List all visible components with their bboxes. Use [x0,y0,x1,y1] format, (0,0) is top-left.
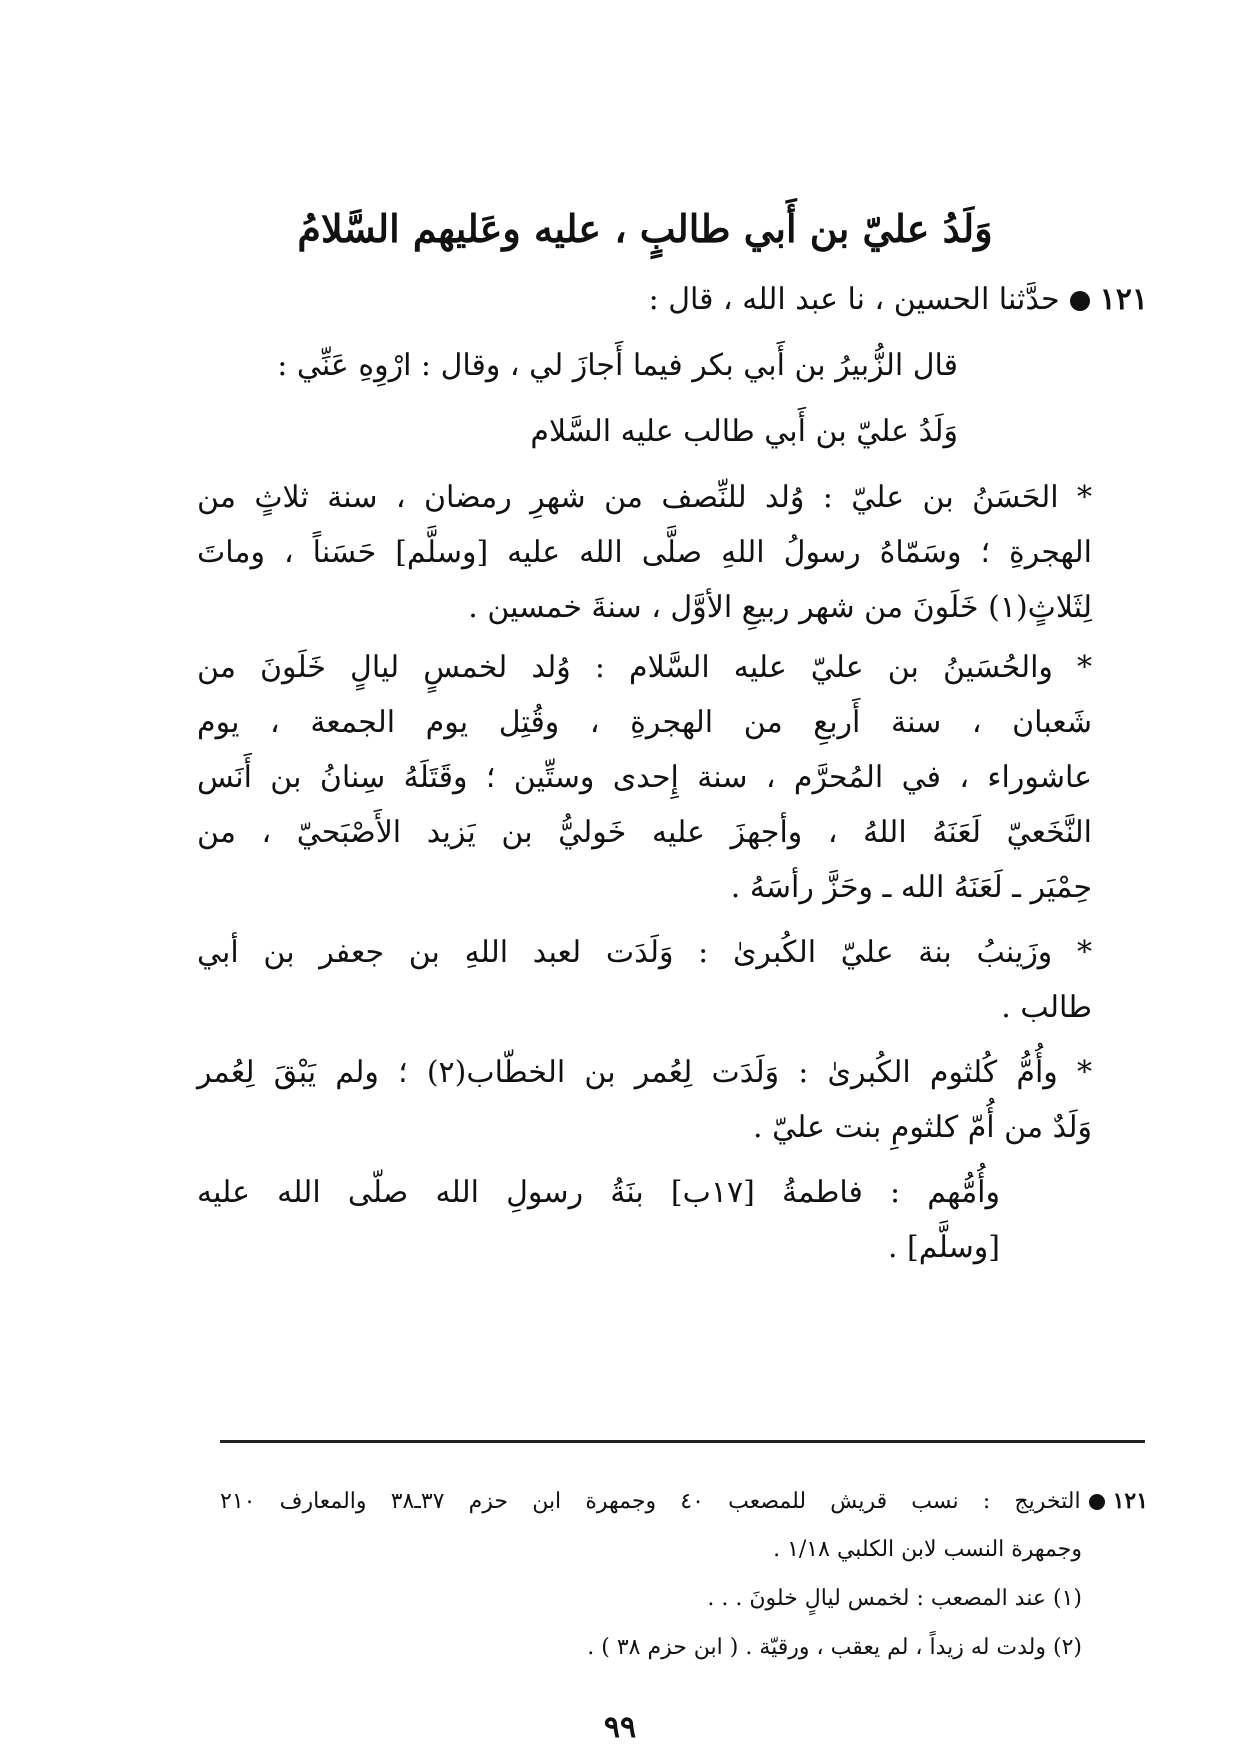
umm-kulthum-line-2: وَلَدٌ من أُمّ كلثومِ بنت عليّ . [753,1110,1092,1145]
takhrij-line-1 [220,1488,1148,1514]
zaynab-line-2: طالب . [1001,990,1092,1025]
entry-number: ١٢١ [1099,282,1148,317]
husayn-line-3: عاشوراء ، في المُحرَّم ، سنة إِحدى وستِّين ؛ وقَتَلَهُ سِنانُ بن أَنَس [197,760,1092,795]
umm-kulthum-line-1: * وأُمُّ كُلثوم الكُبرىٰ : وَلَدَت لِعُمر بن الخطّاب(٢) ؛ ولم يَبْقَ لِعُمر [197,1055,1092,1090]
takhrij-text: التخريج : نسب قريش للمصعب ٤٠ وجمهرة ابن حزم ٣٧ـ٣٨ والمعارف ٢١٠ [220,1489,1081,1514]
bullet-dot-icon [1070,291,1090,311]
zaynab-line-1: * وزَينبُ بنة عليّ الكُبرىٰ : وَلَدَت لعبد اللهِ بن جعفر بن أبي [197,935,1092,970]
chapter-heading: وَلَدُ عليّ بن أَبي طالبٍ ، عليه وعَليهم السَّلامُ [297,206,993,251]
footnote-2: (٢) ولدت له زيداً ، لم يعقب ، ورقيّة . ( ابن حزم ٣٨ ) . [587,1635,1082,1660]
takhrij-number: ١٢١ [1112,1488,1149,1514]
mother-line-2: [وسلَّم] . [887,1230,1000,1265]
takhrij-line-2: وجمهرة النسب لابن الكلبي ١/١٨ . [773,1537,1082,1562]
husayn-line-5: حِمْيَر ـ لَعَنَهُ الله ـ وحَزَّ رأسَهُ . [730,870,1092,905]
footnote-separator [220,1440,1145,1443]
footnote-bullet-dot-icon [1089,1494,1105,1510]
hasan-line-2: الهجرةِ ؛ وسَمّاهُ رسولُ اللهِ صلَّى الله عليه [وسلَّم] حَسَناً ، وماتَ [197,535,1092,570]
quote-line-2: وَلَدُ عليّ بن أَبي طالب عليه السَّلام [530,414,958,449]
husayn-line-2: شَعبان ، سنة أَربعِ من الهجرةِ ، وقُتِل يوم الجمعة ، يوم [197,705,1092,740]
entry-opening: حدَّثنا الحسين ، نا عبد الله ، قال : [648,282,1060,317]
entry-header [649,282,1148,317]
hasan-line-3: لِثَلاثٍ(١) خَلَونَ من شهر ربيعِ الأوَّل ، سنةَ خمسين . [468,590,1092,625]
mother-line-1: وأُمُّهم : فاطمةُ [١٧ب] بنَةُ رسولِ الله صلّى الله عليه [197,1175,1000,1210]
husayn-line-1: * والحُسَينُ بن عليّ عليه السَّلام : وُلد لخمسٍ ليالٍ خَلَونَ من [197,650,1092,685]
hasan-line-1: * الحَسَنُ بن عليّ : وُلد للنِّصف من شهرِ رمضان ، سنة ثلاثٍ من [197,480,1092,515]
husayn-line-4: النَّخَعيّ لَعَنَهُ اللهُ ، وأجهزَ عليه خَوليُّ بن يَزيد الأَصْبَحيّ ، من [197,815,1092,850]
page-number: ٩٩ [603,1710,637,1745]
quote-line-1: قال الزُّبيرُ بن أَبي بكر فيما أَجازَ لي ، وقال : ارْوِهِ عَنِّي : [277,348,958,383]
footnote-1: (١) عند المصعب : لخمس ليالٍ خلونَ . . . [707,1586,1082,1611]
